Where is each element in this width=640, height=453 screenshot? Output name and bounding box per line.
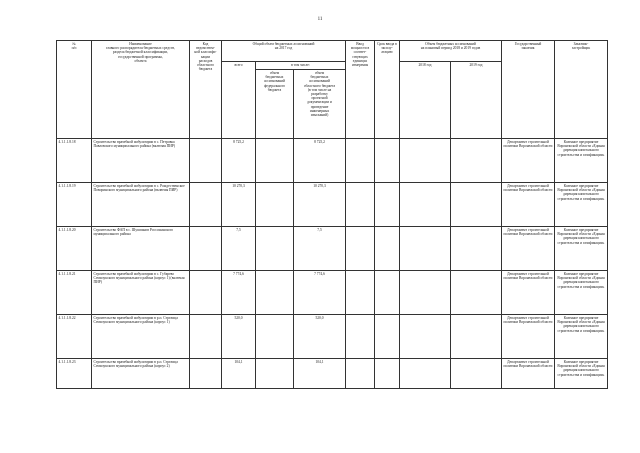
row-developer: Казенное предприятие Воронежской области «Единая дирекция капитального строительства и газификации» — [555, 271, 608, 315]
header-code: Код ведомствен- ной классифи- кации расходов областного бюджета — [190, 41, 222, 139]
header-customer: Государственный заказчик — [502, 41, 555, 139]
row-developer: Казенное предприятие Воронежской области «Единая дирекция капитального строительства и газификации» — [555, 139, 608, 183]
row-federal — [256, 359, 294, 389]
budget-table — [56, 40, 608, 389]
row-regional: 104,1 — [294, 359, 346, 389]
row-2018 — [400, 139, 451, 183]
row-regional: 8 725,2 — [294, 139, 346, 183]
row-capacity — [346, 183, 375, 227]
row-2019 — [451, 271, 502, 315]
row-2018 — [400, 359, 451, 389]
row-developer: Казенное предприятие Воронежской области «Единая дирекция капитального строительства и газификации» — [555, 227, 608, 271]
row-name: Строительство врачебной амбулатории в с. Рождественское Поворинского муниципального района (включая ПИР) — [92, 183, 190, 227]
row-capacity — [346, 271, 375, 315]
header-incl: в том числе: — [256, 62, 346, 70]
table-row — [57, 271, 608, 315]
row-customer: Департамент строительной политики Воронежской области — [502, 227, 555, 271]
row-num: 4.1.1.1.8.18 — [57, 139, 92, 183]
row-capacity — [346, 359, 375, 389]
header-2018: 2018 год — [400, 62, 451, 139]
row-term — [375, 315, 400, 359]
row-regional: 10 270,3 — [294, 183, 346, 227]
row-name: Строительство врачебной амбулатории в р.п. Стрелица Семилукского муниципального района (корпус 1) — [92, 315, 190, 359]
row-num: 4.1.1.1.8.20 — [57, 227, 92, 271]
row-regional: 7,5 — [294, 227, 346, 271]
row-capacity — [346, 139, 375, 183]
table-row — [57, 227, 608, 271]
row-num: 4.1.1.1.8.22 — [57, 315, 92, 359]
row-2019 — [451, 139, 502, 183]
row-developer: Казенное предприятие Воронежской области «Единая дирекция капитального строительства и газификации» — [555, 315, 608, 359]
row-total: 520,0 — [222, 315, 256, 359]
row-2019 — [451, 315, 502, 359]
row-num: 4.1.1.1.8.23 — [57, 359, 92, 389]
row-total: 7,5 — [222, 227, 256, 271]
row-term — [375, 271, 400, 315]
row-federal — [256, 183, 294, 227]
row-2018 — [400, 227, 451, 271]
row-capacity — [346, 315, 375, 359]
row-name: Строительство врачебной амбулатории в с. Губарево Семилукского муниципального района (корпус 1) (включая ПИР) — [92, 271, 190, 315]
row-2019 — [451, 359, 502, 389]
row-total: 10 270,3 — [222, 183, 256, 227]
row-name: Строительство врачебной амбулатории в р.п. Стрелица Семилукского муниципального района (корпус 2) — [92, 359, 190, 389]
row-term — [375, 139, 400, 183]
row-2019 — [451, 183, 502, 227]
row-federal — [256, 227, 294, 271]
row-code — [190, 271, 222, 315]
row-federal — [256, 139, 294, 183]
row-customer: Департамент строительной политики Воронежской области — [502, 315, 555, 359]
row-customer: Департамент строительной политики Воронежской области — [502, 139, 555, 183]
row-total: 7 774,6 — [222, 271, 256, 315]
row-term — [375, 183, 400, 227]
table-row — [57, 359, 608, 389]
row-total: 8 725,2 — [222, 139, 256, 183]
row-code — [190, 227, 222, 271]
table-row — [57, 139, 608, 183]
row-developer: Казенное предприятие Воронежской области «Единая дирекция капитального строительства и газификации» — [555, 183, 608, 227]
header-capacity: Ввод мощности в соответ- ствующих единицах измерения — [346, 41, 375, 139]
header-2019: 2019 год — [451, 62, 502, 139]
row-num: 4.1.1.1.8.21 — [57, 271, 92, 315]
row-total: 104,1 — [222, 359, 256, 389]
row-code — [190, 359, 222, 389]
row-customer: Департамент строительной политики Воронежской области — [502, 359, 555, 389]
row-2019 — [451, 227, 502, 271]
header-developer: Заказчик- застройщик — [555, 41, 608, 139]
row-code — [190, 183, 222, 227]
row-regional: 7 774,6 — [294, 271, 346, 315]
row-federal — [256, 271, 294, 315]
table-row — [57, 315, 608, 359]
row-code — [190, 139, 222, 183]
header-total: Общий объем бюджетных ассигнований на 2017 год — [222, 41, 346, 62]
row-customer: Департамент строительной политики Воронежской области — [502, 271, 555, 315]
header-total-all: всего — [222, 62, 256, 139]
row-capacity — [346, 227, 375, 271]
row-num: 4.1.1.1.8.19 — [57, 183, 92, 227]
header-incl-regional: объем бюджетных ассигнований областного бюджета (в том числе на разработку проектной документации и проведение инженерных изысканий) — [294, 70, 346, 139]
header-num: № п/п — [57, 41, 92, 139]
row-2018 — [400, 315, 451, 359]
row-regional: 520,0 — [294, 315, 346, 359]
header-name: Наименование главного распорядителя бюджетных средств, раздела бюджетной классификации, государственной программы, объекта — [92, 41, 190, 139]
row-term — [375, 227, 400, 271]
row-federal — [256, 315, 294, 359]
row-name: Строительство ФАП в с. Шушпанов Россошанского муниципального района — [92, 227, 190, 271]
header-incl-federal: объем бюджетных ассигнований федерального бюджета — [256, 70, 294, 139]
header-planned: Объем бюджетных ассигнований на плановый период 2018 и 2019 годов — [400, 41, 502, 62]
row-term — [375, 359, 400, 389]
row-2018 — [400, 183, 451, 227]
row-2018 — [400, 271, 451, 315]
row-name: Строительство врачебной амбулатории в с. Петровка Павловского муниципального района (включая ПИР) — [92, 139, 190, 183]
page-number: 11 — [317, 17, 323, 22]
row-developer: Казенное предприятие Воронежской области «Единая дирекция капитального строительства и газификации» — [555, 359, 608, 389]
row-code — [190, 315, 222, 359]
row-customer: Департамент строительной политики Воронежской области — [502, 183, 555, 227]
header-term: Срок ввода в эксплу- атацию — [375, 41, 400, 139]
table-row — [57, 183, 608, 227]
